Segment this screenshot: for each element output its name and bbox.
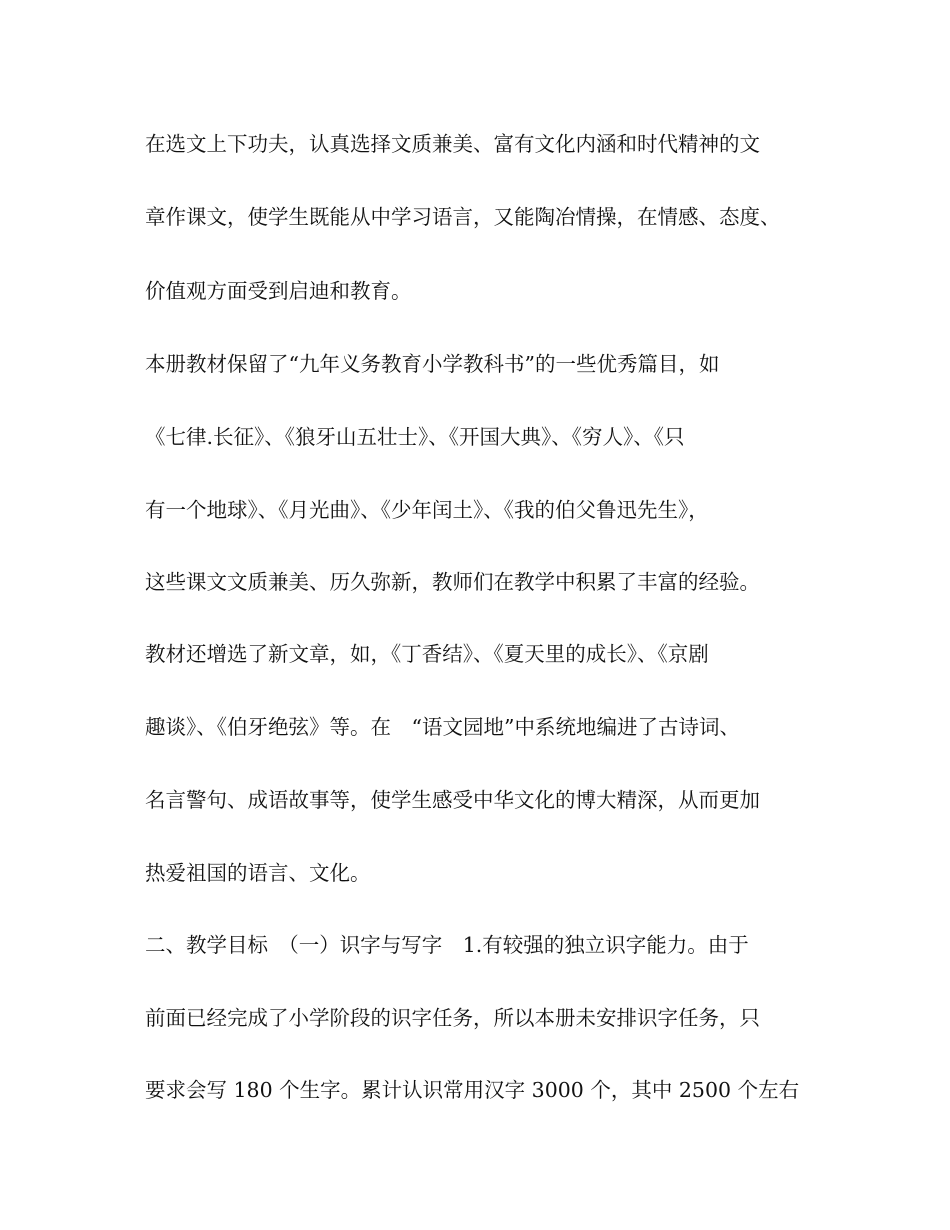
paragraph-line: 在选文上下功夫，认真选择文质兼美、富有文化内涵和时代精神的文 xyxy=(145,132,760,156)
paragraph-line: 这些课文文质兼美、历久弥新，教师们在教学中积累了丰富的经验。 xyxy=(145,570,760,594)
section-heading-line: 二、教学目标 （一）识字与写字 1.有较强的独立识字能力。由于 xyxy=(145,933,749,957)
paragraph-line: 本册教材保留了“九年义务教育小学教科书”的一些优秀篇目，如 xyxy=(145,352,720,376)
paragraph-line: 《七律.长征》、《狼牙山五壮士》、《开国大典》、《穷人》、《只 xyxy=(145,425,685,449)
paragraph-line: 有一个地球》、《月光曲》、《少年闰土》、《我的伯父鲁迅先生》， xyxy=(145,498,709,522)
paragraph-line: 价值观方面受到启迪和教育。 xyxy=(145,279,412,303)
paragraph-line: 要求会写 180 个生字。累计认识常用汉字 3000 个，其中 2500 个左右 xyxy=(145,1078,800,1102)
paragraph-line: 教材还增选了新文章，如，《丁香结》、《夏天里的成长》、《京剧 xyxy=(145,642,709,666)
paragraph-line: 热爱祖国的语言、文化。 xyxy=(145,861,371,885)
paragraph-line: 前面已经完成了小学阶段的识字任务，所以本册未安排识字任务，只 xyxy=(145,1006,760,1030)
paragraph-line: 章作课文，使学生既能从中学习语言，又能陶冶情操，在情感、态度、 xyxy=(145,205,781,229)
paragraph-line: 名言警句、成语故事等，使学生感受中华文化的博大精深，从而更加 xyxy=(145,788,760,812)
paragraph-line: 趣谈》、《伯牙绝弦》等。在 “语文园地”中系统地编进了古诗词、 xyxy=(145,715,740,739)
